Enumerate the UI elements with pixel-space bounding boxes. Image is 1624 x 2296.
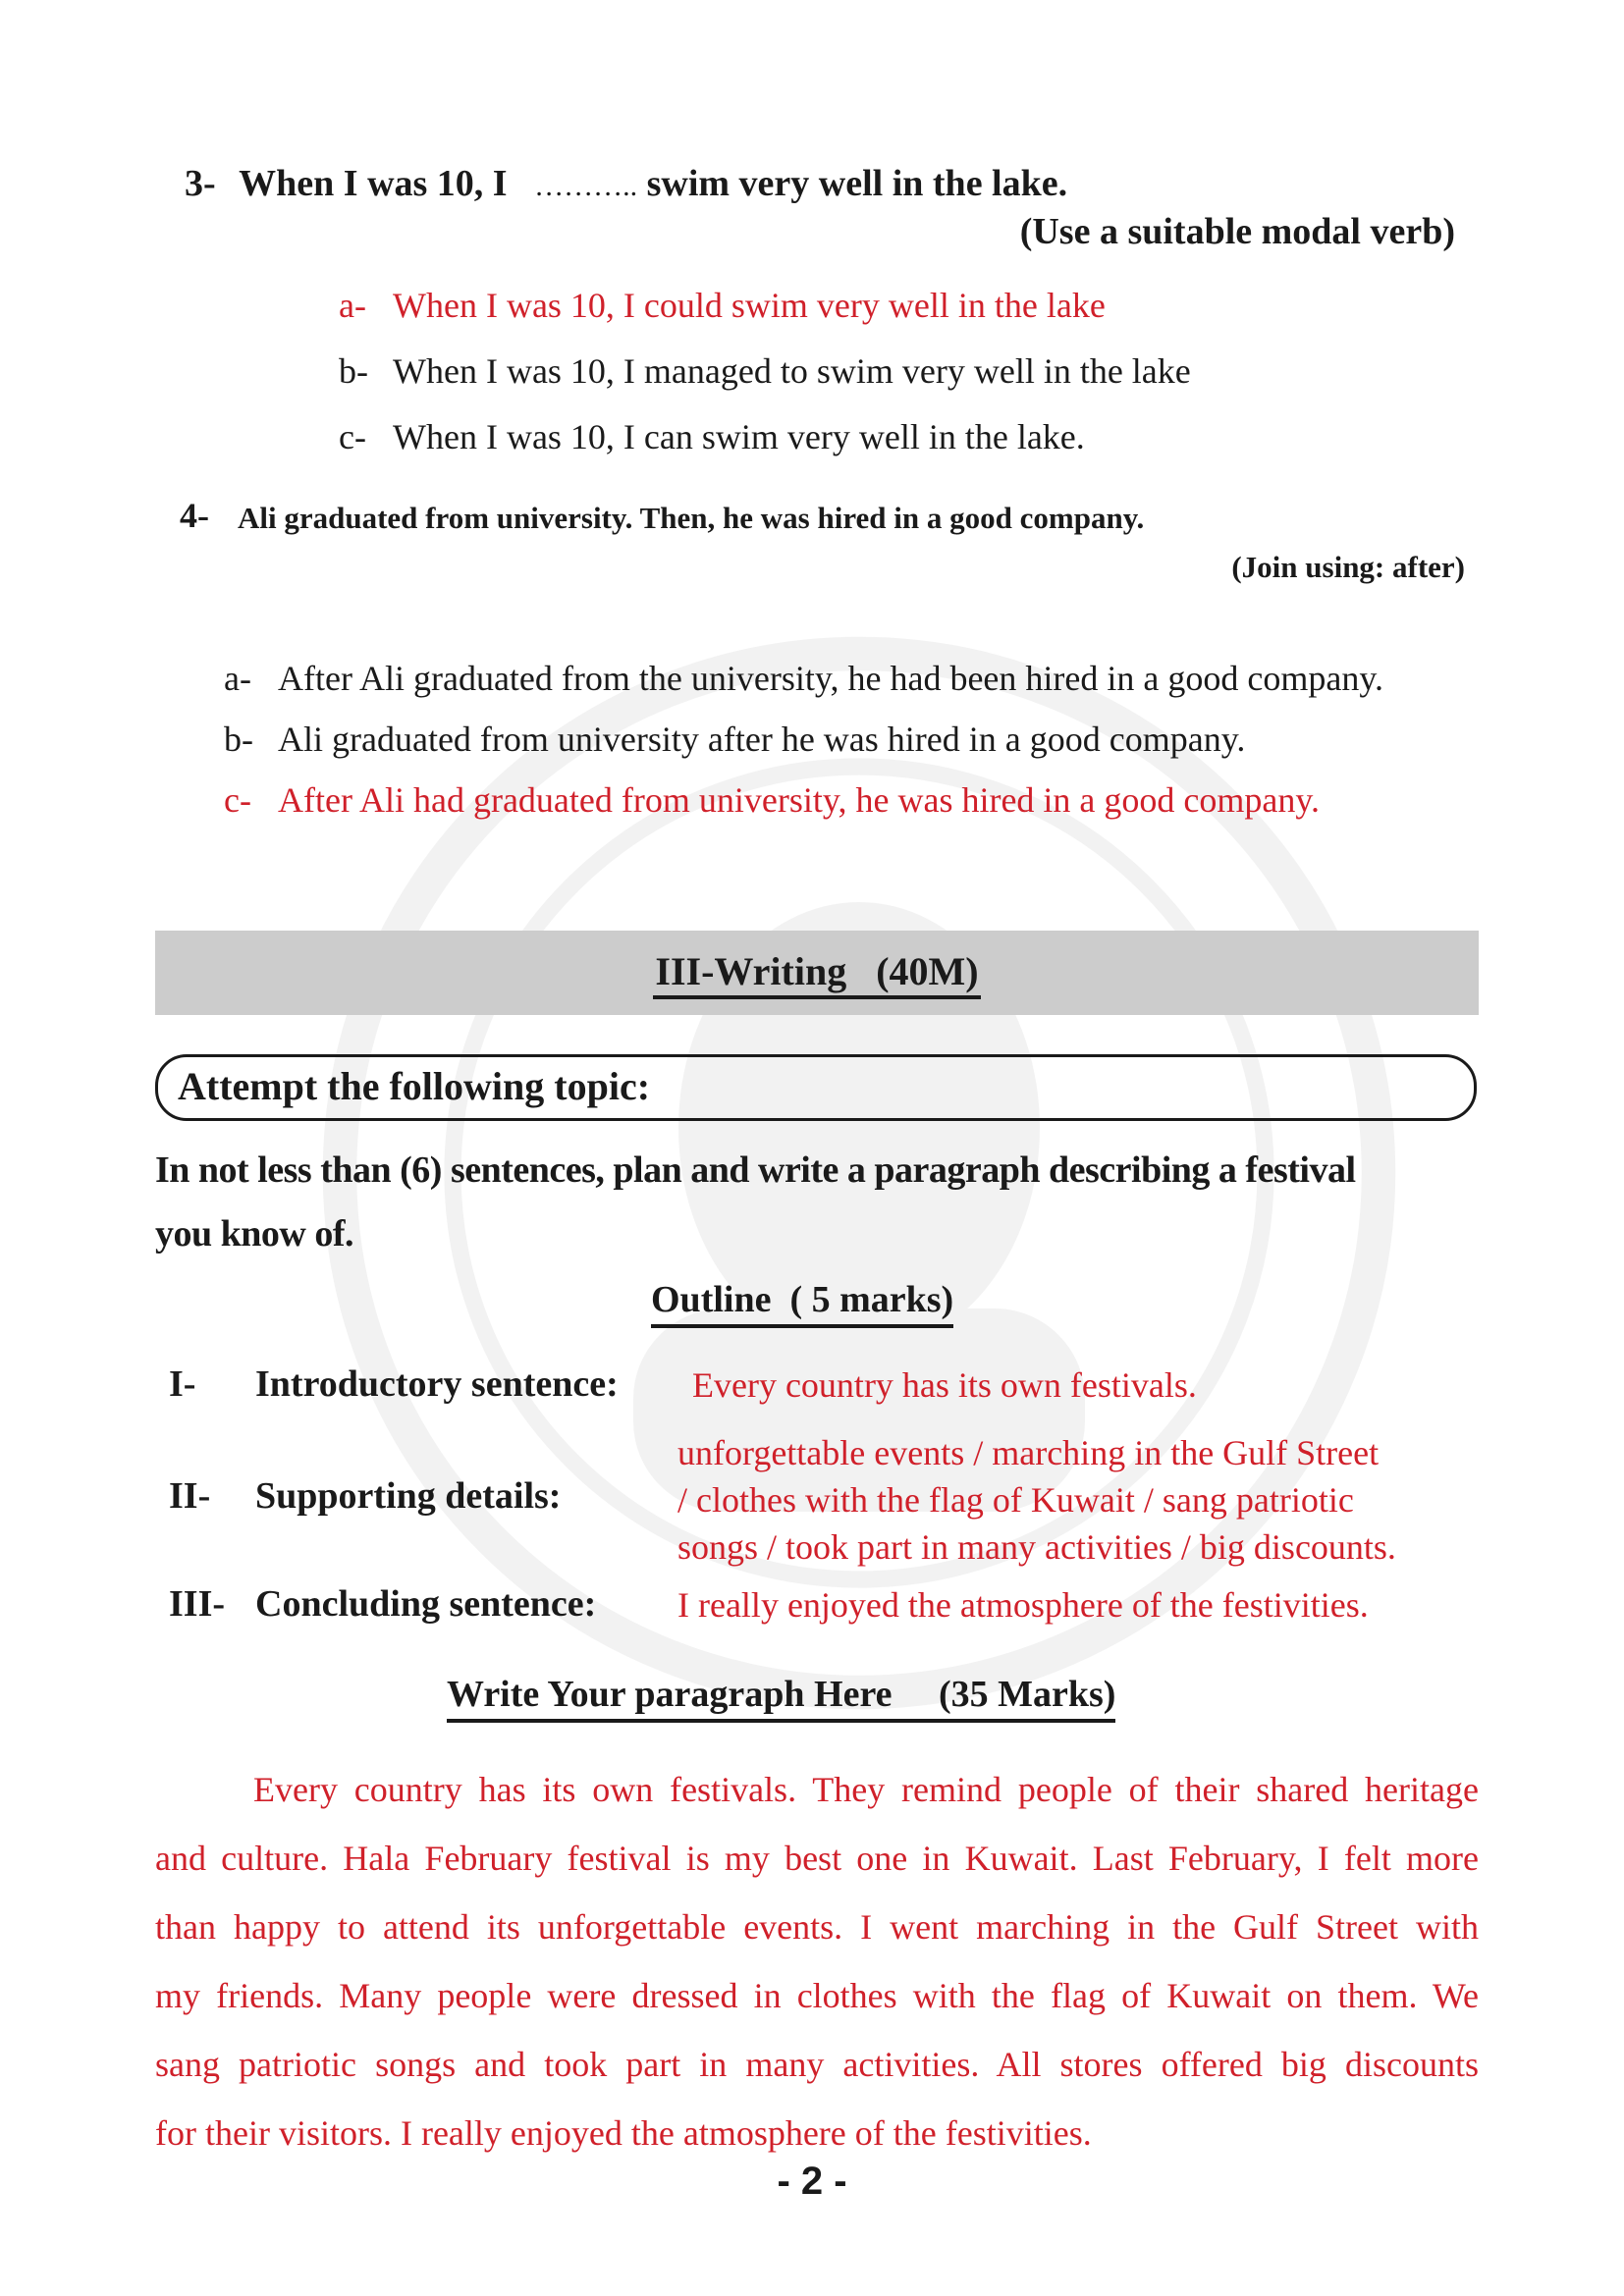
paragraph-line: for their visitors. I really enjoyed the atmosphere of the festivities. — [155, 2113, 1092, 2153]
q3-stem-b: swim very well in the lake. — [646, 163, 1068, 204]
outline-label-concluding: Concluding sentence: — [255, 1583, 597, 1625]
answer-paragraph — [155, 1755, 1479, 2167]
supporting-line-3: songs / took part in many activities / big discounts. — [677, 1527, 1396, 1567]
paragraph-heading-text: Write Your paragraph Here (35 Marks) — [447, 1674, 1115, 1723]
supporting-line-1: unforgettable events / marching in the Gulf Street — [677, 1433, 1380, 1472]
attempt-topic-box — [155, 1054, 1477, 1121]
q3-stem — [185, 162, 1067, 205]
q4-option-b — [224, 719, 1245, 760]
q4-instruction: (Join using: after) — [1231, 550, 1465, 584]
outline-num-2: II- — [169, 1475, 211, 1517]
prompt-line-2: you know of. — [155, 1213, 353, 1255]
q4-number: 4- — [180, 496, 209, 535]
outline-heading — [651, 1278, 953, 1321]
option-text: Ali graduated from university after he was hired in a good company. — [278, 720, 1246, 759]
paragraph-line: and culture. Hala February festival is my best one in Kuwait. Last February, I felt more — [155, 1839, 1479, 1878]
paragraph-line: my friends. Many people were dressed in clothes with the flag of Kuwait on them. We — [155, 1976, 1479, 2015]
option-text: After Ali had graduated from university, he was hired in a good company. — [278, 780, 1321, 820]
q3-option-c — [339, 416, 1085, 457]
outline-value-intro: Every country has its own festivals. — [692, 1365, 1197, 1405]
option-letter: a- — [339, 286, 366, 325]
q3-instruction: (Use a suitable modal verb) — [1019, 211, 1455, 252]
paragraph-line: than happy to attend its unforgettable events. I went marching in the Gulf Street with — [155, 1907, 1479, 1947]
paragraph-heading — [447, 1673, 1115, 1716]
q3-blank: ……….. — [534, 170, 638, 202]
writing-prompt — [155, 1139, 1481, 1266]
option-text: When I was 10, I managed to swim very well in the lake — [393, 351, 1191, 391]
attempt-label: Attempt the following topic: — [178, 1064, 651, 1108]
outline-heading-text: Outline ( 5 marks) — [651, 1279, 953, 1328]
outline-num-1: I- — [169, 1363, 196, 1405]
q3-number: 3- — [185, 163, 216, 204]
option-text: After Ali graduated from the university, he had been hired in a good company. — [278, 659, 1383, 698]
prompt-line-1: In not less than (6) sentences, plan and write a paragraph describing a festival — [155, 1149, 1356, 1191]
outline-value-supporting — [677, 1429, 1396, 1571]
section-title-text: III-Writing (40M) — [653, 949, 980, 999]
page-number: - 2 - — [777, 2160, 847, 2203]
writing-section-bar — [155, 931, 1479, 1015]
outline-label-intro: Introductory sentence: — [255, 1363, 619, 1405]
q4-option-a — [224, 658, 1383, 699]
option-letter: b- — [339, 351, 368, 391]
option-text: When I was 10, I could swim very well in the lake — [393, 286, 1106, 325]
outline-label-supporting: Supporting details: — [255, 1475, 562, 1517]
section-title — [155, 948, 1479, 994]
supporting-line-2: / clothes with the flag of Kuwait / sang patriotic — [677, 1480, 1354, 1520]
outline-num-3: III- — [169, 1583, 226, 1625]
q3-stem-a: When I was 10, I — [239, 163, 508, 204]
option-text: When I was 10, I can swim very well in the lake. — [393, 417, 1085, 456]
paragraph-line: Every country has its own festivals. They remind people of their shared heritage — [253, 1770, 1479, 1809]
q4-option-c — [224, 779, 1320, 821]
paragraph-line: sang patriotic songs and took part in many activities. All stores offered big discounts — [155, 2045, 1479, 2084]
q3-option-b — [339, 350, 1191, 392]
q3-option-a — [339, 285, 1106, 326]
q4-stem: Ali graduated from university. Then, he was hired in a good company. — [238, 501, 1145, 535]
option-letter: c- — [339, 417, 366, 456]
outline-value-concluding: I really enjoyed the atmosphere of the festivities. — [677, 1585, 1369, 1625]
option-letter: a- — [224, 659, 251, 698]
option-letter: c- — [224, 780, 251, 820]
option-letter: b- — [224, 720, 253, 759]
